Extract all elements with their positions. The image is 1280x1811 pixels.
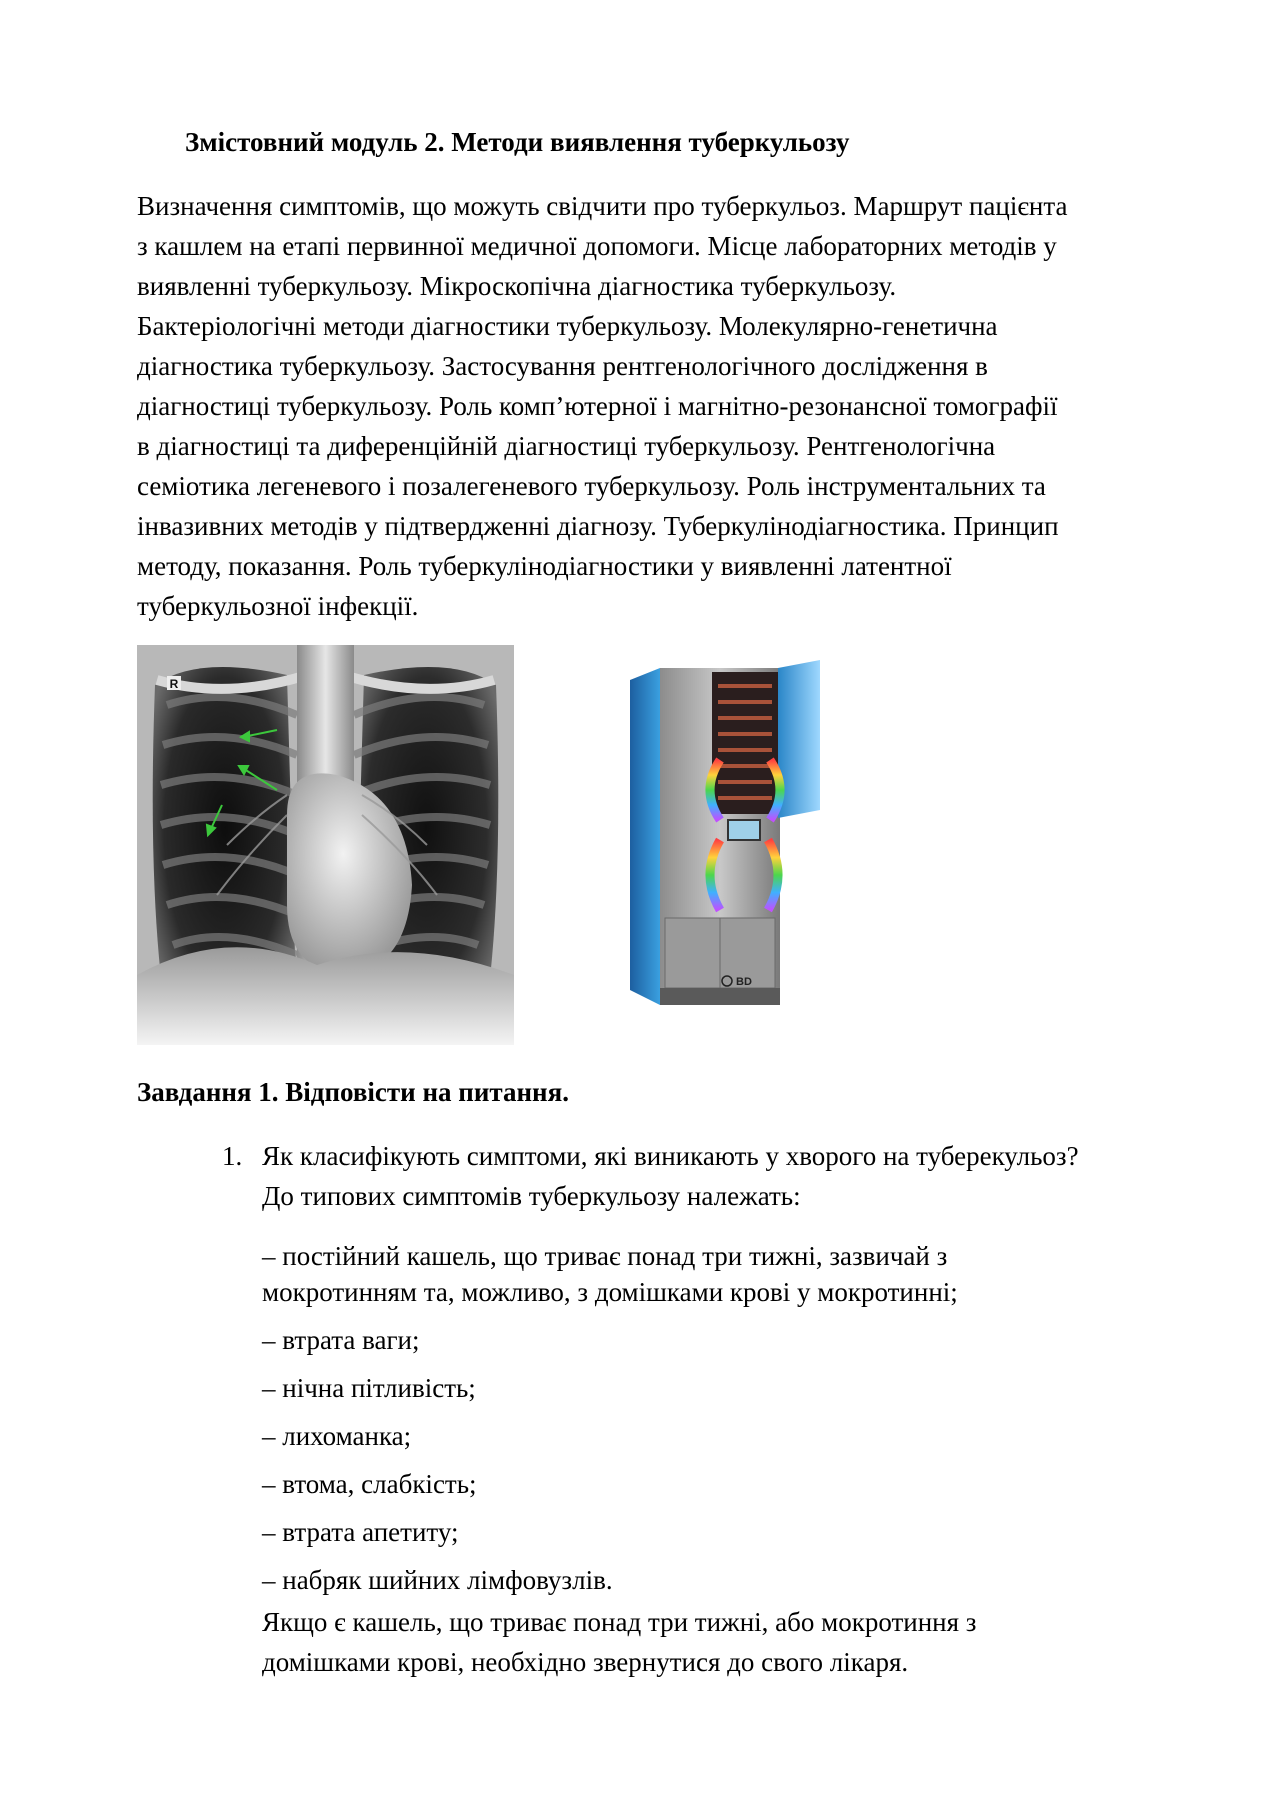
intro-line: діагностика туберкульозу. Застосування рентгенологічного дослідження в: [137, 351, 988, 381]
bd-logo-text: BD: [736, 976, 752, 988]
symptoms-list: [262, 1238, 1222, 1610]
intro-line: виявленні туберкульозу. Мікроскопічна діагностика туберкульозу.: [137, 271, 897, 301]
task-title: Завдання 1. Відповісти на питання.: [137, 1077, 569, 1107]
intro-line: Визначення симптомів, що можуть свідчити про туберкульоз. Маршрут пацієнта: [137, 191, 1068, 221]
list-item: [262, 1514, 1222, 1550]
intro-line: методу, показання. Роль туберкулінодіагностики у виявленні латентної: [137, 551, 952, 581]
intro-line: діагностиці туберкульозу. Роль комп’ютерної і магнітно-резонансної томографії: [137, 391, 1058, 421]
question-number: 1.: [222, 1141, 243, 1171]
list-item: [262, 1238, 1222, 1310]
module-title: Змістовний модуль 2. Методи виявлення туберкульозу: [185, 127, 850, 157]
list-item: [262, 1562, 1222, 1598]
list-item: [262, 1322, 1222, 1358]
xray-r-marker: R: [169, 677, 179, 691]
symptom-line: – нічна пітливість;: [262, 1373, 476, 1403]
question-lead: До типових симптомів туберкульозу належать:: [262, 1181, 801, 1211]
symptom-line: мокротинням та, можливо, з домішками крові у мокротинні;: [262, 1277, 958, 1307]
symptom-line: – набряк шийних лімфовузлів.: [262, 1565, 613, 1595]
advice-line: домішками крові, необхідно звернутися до свого лікаря.: [262, 1647, 909, 1677]
advice-paragraph: [262, 1602, 1222, 1682]
intro-line: семіотика легеневого і позалегеневого туберкульозу. Роль інструментальних та: [137, 471, 1046, 501]
question-text: Як класифікують симптоми, які виникають у хворого на туберекульоз?: [262, 1141, 1079, 1171]
symptom-line: – втома, слабкість;: [262, 1469, 477, 1499]
list-item: [262, 1466, 1222, 1502]
intro-line: інвазивних методів у підтвердженні діагнозу. Туберкулінодіагностика. Принцип: [137, 511, 1059, 541]
chest-xray-image: [137, 645, 514, 1045]
advice-line: Якщо є кашель, що триває понад три тижні, або мокротиння з: [262, 1607, 977, 1637]
symptom-line: – постійний кашель, що триває понад три тижні, зазвичай з: [262, 1241, 948, 1271]
intro-paragraph: [137, 186, 1197, 626]
list-item: [262, 1418, 1222, 1454]
intro-line: з кашлем на етапі первинної медичної допомоги. Місце лабораторних методів у: [137, 231, 1057, 261]
symptom-line: – лихоманка;: [262, 1421, 412, 1451]
list-item: [262, 1370, 1222, 1406]
intro-line: туберкульозної інфекції.: [137, 591, 419, 621]
symptom-line: – втрата апетиту;: [262, 1517, 459, 1547]
intro-line: в діагностиці та диференційній діагностиці туберкульозу. Рентгенологічна: [137, 431, 996, 461]
symptom-line: – втрата ваги;: [262, 1325, 420, 1355]
bd-instrument-image: [620, 660, 850, 1025]
intro-line: Бактеріологічні методи діагностики туберкульозу. Молекулярно-генетична: [137, 311, 998, 341]
